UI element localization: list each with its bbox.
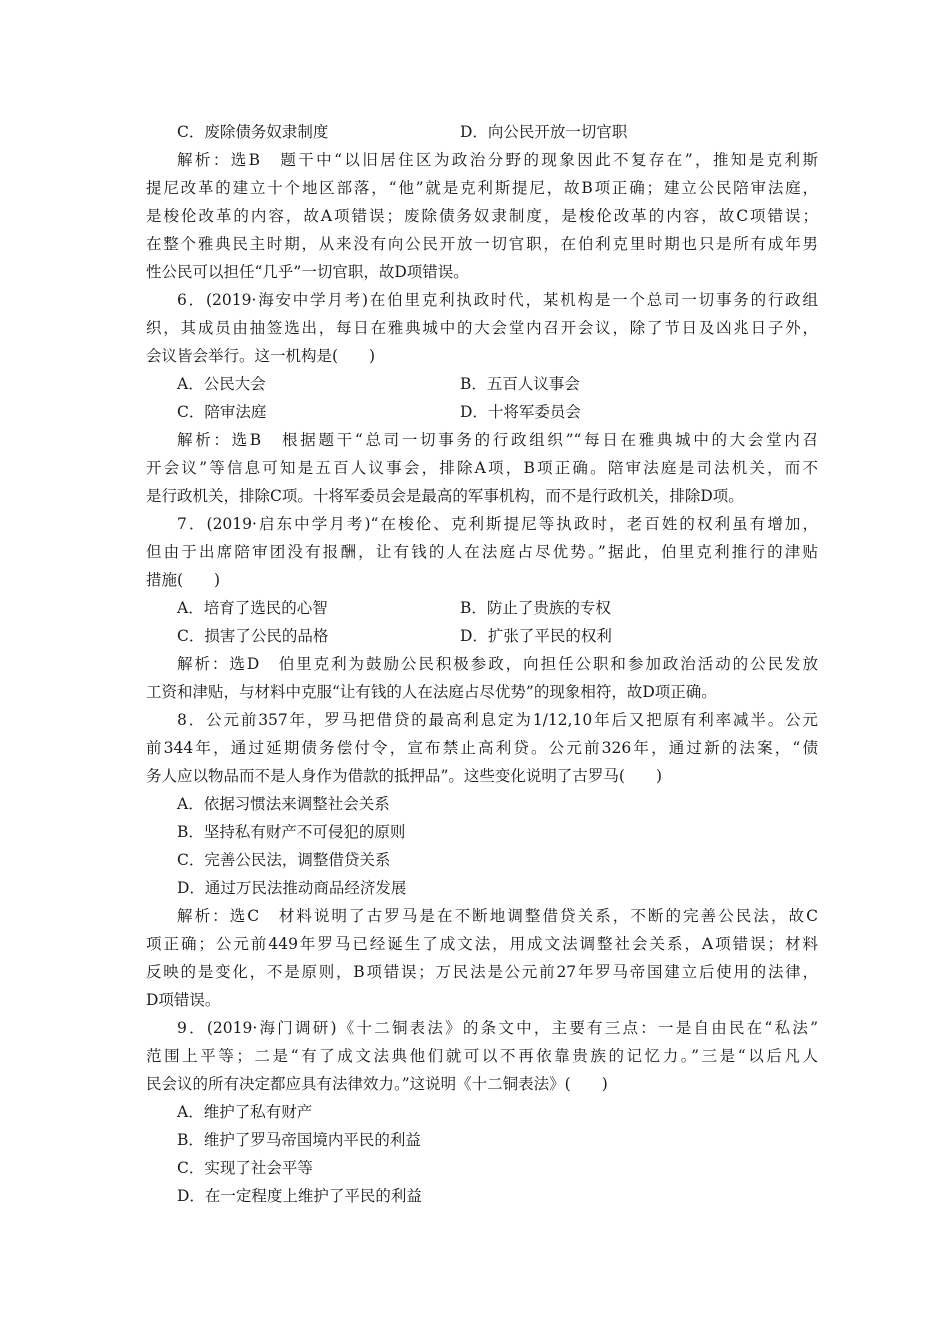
stem-line: 民会议的所有决定都应具有法律效力。”这说明《十二铜表法》( ) bbox=[146, 1075, 608, 1093]
q9-option-a: A．维护了私有财产 bbox=[177, 1103, 313, 1121]
stem-line: 务人应以物品而不是人身作为借款的抵押品”。这些变化说明了古罗马( ) bbox=[146, 767, 663, 785]
stem-line: 范围上平等；二是“有了成文法典他们就可以不再依靠贵族的记忆力。”三是“以后凡人 bbox=[146, 1047, 818, 1065]
q8-analysis bbox=[146, 902, 818, 1014]
q6-option-a: A．公民大会 bbox=[177, 375, 266, 393]
q7-option-c: C．损害了公民的品格 bbox=[177, 627, 329, 645]
analysis-line: 在整个雅典民主时期，从来没有向公民开放一切官职，在伯利克里时期也只是所有成年男 bbox=[146, 235, 818, 253]
analysis-line: 解析：选B 题干中“以旧居住区为政治分野的现象因此不复存在”，推知是克利斯 bbox=[177, 151, 818, 169]
q7-options-ab bbox=[146, 594, 818, 622]
q9-stem bbox=[146, 1014, 818, 1098]
q7-analysis bbox=[146, 650, 818, 706]
q6-options-cd bbox=[146, 398, 818, 426]
stem-line: 8．公元前357年，罗马把借贷的最高利息定为1/12,10年后又把原有利率减半。公元 bbox=[177, 711, 818, 729]
q6-stem bbox=[146, 286, 818, 370]
q7-option-b: B．防止了贵族的专权 bbox=[460, 599, 611, 617]
analysis-line: D项错误。 bbox=[146, 991, 221, 1009]
stem-line: 但由于出席陪审团没有报酬，让有钱的人在法庭占尽优势。”据此，伯里克利推行的津贴 bbox=[146, 543, 818, 561]
q9-option-c: C．实现了社会平等 bbox=[177, 1159, 313, 1177]
q6-option-b: B．五百人议事会 bbox=[460, 375, 580, 393]
q8-option-c: C．完善公民法，调整借贷关系 bbox=[177, 851, 391, 869]
analysis-line: 解析：选B 根据题干“总司一切事务的行政组织”“每日在雅典城中的大会堂内召 bbox=[177, 431, 818, 449]
q8-options bbox=[146, 790, 818, 902]
q7-options-cd bbox=[146, 622, 818, 650]
q7-stem bbox=[146, 510, 818, 594]
analysis-line: 是行政机关，排除C项。十将军委员会是最高的军事机构，而不是行政机关，排除D项。 bbox=[146, 487, 744, 505]
q8-stem bbox=[146, 706, 818, 790]
q8-option-b: B．坚持私有财产不可侵犯的原则 bbox=[177, 823, 406, 841]
q5-option-d: D．向公民开放一切官职 bbox=[460, 123, 628, 141]
page-content bbox=[146, 118, 818, 1210]
analysis-line: 工资和津贴，与材料中克服“让有钱的人在法庭占尽优势”的现象相符，故D项正确。 bbox=[146, 683, 717, 701]
stem-line: 9．(2019·海门调研)《十二铜表法》的条文中，主要有三点：一是自由民在“私法” bbox=[177, 1019, 818, 1037]
q6-options-ab bbox=[146, 370, 818, 398]
q8-option-d: D．通过万民法推动商品经济发展 bbox=[177, 879, 407, 897]
q6-option-c: C．陪审法庭 bbox=[177, 403, 267, 421]
analysis-line: 解析：选C 材料说明了古罗马是在不断地调整借贷关系，不断的完善公民法，故C bbox=[177, 907, 818, 925]
q6-option-d: D．十将军委员会 bbox=[460, 403, 581, 421]
analysis-line: 开会议”等信息可知是五百人议事会，排除A项，B项正确。陪审法庭是司法机关，而不 bbox=[146, 459, 818, 477]
stem-line: 会议皆会举行。这一机构是( ) bbox=[146, 347, 376, 365]
analysis-line: 反映的是变化，不是原则，B项错误；万民法是公元前27年罗马帝国建立后使用的法律， bbox=[146, 963, 818, 981]
q9-option-d: D．在一定程度上维护了平民的利益 bbox=[177, 1187, 422, 1205]
analysis-line: 性公民可以担任“几乎”一切官职，故D项错误。 bbox=[146, 263, 469, 281]
q6-analysis bbox=[146, 426, 818, 510]
q8-option-a: A．依据习惯法来调整社会关系 bbox=[177, 795, 390, 813]
q9-option-b: B．维护了罗马帝国境内平民的利益 bbox=[177, 1131, 421, 1149]
stem-line: 措施( ) bbox=[146, 571, 221, 589]
q7-option-d: D．扩张了平民的权利 bbox=[460, 627, 612, 645]
analysis-line: 是梭伦改革的内容，故A项错误；废除债务奴隶制度，是梭伦改革的内容，故C项错误； bbox=[146, 207, 818, 225]
q9-options bbox=[146, 1098, 818, 1210]
stem-line: 6．(2019·海安中学月考)在伯里克利执政时代，某机构是一个总司一切事务的行政组 bbox=[177, 291, 818, 309]
stem-line: 7．(2019·启东中学月考)“在梭伦、克利斯提尼等执政时，老百姓的权利虽有增加， bbox=[177, 515, 818, 533]
analysis-line: 提尼改革的建立十个地区部落，“他”就是克利斯提尼，故B项正确；建立公民陪审法庭， bbox=[146, 179, 818, 197]
analysis-line: 项正确；公元前449年罗马已经诞生了成文法，用成文法调整社会关系，A项错误；材料 bbox=[146, 935, 818, 953]
analysis-line: 解析：选D 伯里克利为鼓励公民积极参政，向担任公职和参加政治活动的公民发放 bbox=[177, 655, 818, 673]
q5-analysis bbox=[146, 146, 818, 286]
q5-options-cd bbox=[146, 118, 818, 146]
stem-line: 织，其成员由抽签选出，每日在雅典城中的大会堂内召开会议，除了节日及凶兆日子外， bbox=[146, 319, 818, 337]
stem-line: 前344年，通过延期债务偿付令，宣布禁止高利贷。公元前326年，通过新的法案，“债 bbox=[146, 739, 818, 757]
q7-option-a: A．培育了选民的心智 bbox=[177, 599, 328, 617]
q5-option-c: C．废除债务奴隶制度 bbox=[177, 123, 329, 141]
